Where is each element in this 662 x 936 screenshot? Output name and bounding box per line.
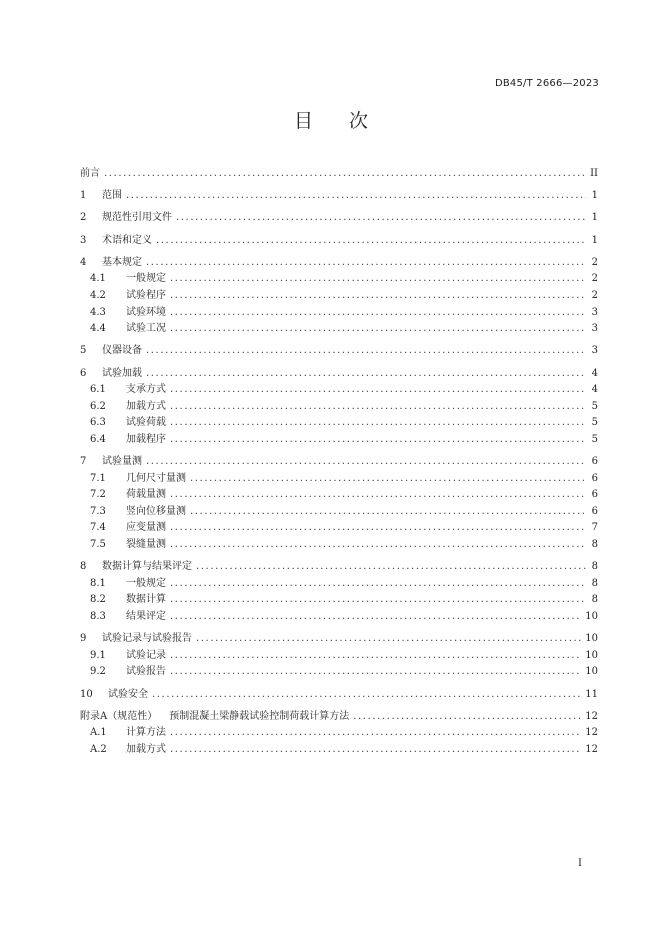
toc-leader-dots [146, 343, 586, 360]
toc-entry-page: 1 [591, 212, 598, 224]
toc-entry-page: 7 [591, 522, 598, 534]
toc-entry-label: 规范性引用文件 [102, 212, 172, 224]
toc-entry-page: 6 [591, 505, 598, 517]
toc-entry-page: 5 [591, 433, 598, 445]
page-title [0, 106, 662, 133]
toc-entry-label: 试验记录 [126, 649, 166, 661]
toc-entry[interactable] [80, 415, 598, 432]
toc-leader-dots [170, 432, 586, 449]
toc-entry-number: 3 [80, 234, 87, 246]
toc-entry-label: 试验环境 [126, 306, 166, 318]
toc-entry[interactable] [80, 537, 598, 554]
toc-entry-label: 数据计算 [126, 594, 166, 606]
toc-entry[interactable] [80, 687, 598, 704]
toc-entry[interactable] [80, 631, 598, 648]
toc-entry-number: 9 [80, 633, 87, 645]
toc-entry-page: II [590, 168, 598, 179]
toc-entry-number: 6.2 [90, 400, 106, 412]
toc-entry[interactable] [80, 609, 598, 626]
toc-leader-dots [170, 399, 586, 416]
toc-entry-number: 8 [80, 561, 87, 573]
toc-entry[interactable] [80, 210, 598, 227]
toc-entry-label: 加载程序 [126, 433, 166, 445]
toc-entry[interactable] [80, 709, 598, 726]
toc-entry-label: 仪器设备 [102, 345, 142, 357]
toc-entry-label: 应变量测 [126, 522, 166, 534]
toc-entry-page: 6 [591, 472, 598, 484]
toc-entry-label: 数据计算与结果评定 [102, 561, 192, 573]
toc-leader-dots [190, 471, 586, 488]
toc-entry-page: 5 [591, 400, 598, 412]
toc-entry-page: 4 [591, 384, 598, 396]
toc-entry-number: 9.2 [90, 666, 106, 678]
toc-entry-label: 前言 [80, 168, 100, 179]
toc-leader-dots [156, 233, 586, 250]
toc-entry-page: 5 [591, 417, 598, 429]
toc-entry[interactable] [80, 592, 598, 609]
toc-leader-dots [170, 487, 586, 504]
toc-entry-page: 12 [585, 743, 598, 755]
toc-entry[interactable] [80, 559, 598, 576]
toc-entry-page: 3 [591, 345, 598, 357]
toc-leader-dots [353, 709, 581, 726]
toc-entry-label: 试验记录与试验报告 [102, 633, 192, 645]
toc-entry-number: 7.5 [90, 539, 106, 551]
toc-entry-label: 计算方法 [126, 727, 166, 739]
toc-entry-label: 一般规定 [126, 577, 166, 589]
toc-entry-page: 10 [585, 666, 598, 678]
toc-entry-page: 2 [591, 289, 598, 301]
toc-leader-dots [146, 366, 586, 383]
toc-leader-dots [104, 166, 586, 183]
toc-entry-number: 6 [80, 367, 87, 379]
toc-entry[interactable] [80, 321, 598, 338]
toc-entry[interactable] [80, 382, 598, 399]
toc-entry-number: 附录A（规范性） [80, 710, 158, 722]
page-number: I [578, 858, 582, 869]
toc-entry-page: 10 [585, 611, 598, 622]
toc-entry-page: 3 [591, 306, 598, 318]
toc-entry-label: 裂缝量测 [126, 539, 166, 551]
toc-leader-dots [170, 321, 586, 338]
toc-entry-page: 4 [591, 367, 598, 379]
toc-entry-label: 范围 [102, 190, 122, 202]
toc-leader-dots [170, 537, 586, 554]
toc-entry-label: 几何尺寸量测 [126, 472, 186, 484]
toc-leader-dots [170, 592, 586, 609]
toc-entry-label: 试验工况 [126, 323, 166, 335]
toc-leader-dots [170, 288, 586, 305]
toc-entry-number: 4.3 [90, 306, 106, 318]
toc-entry-number: 7.2 [90, 489, 106, 501]
toc-leader-dots [170, 609, 581, 626]
toc-entry-page: 2 [591, 273, 598, 285]
toc-entry-number: 2 [80, 212, 87, 224]
toc-entry-label: 预制混凝土梁静载试验控制荷载计算方法 [169, 710, 350, 722]
toc-entry-number: 6.4 [90, 433, 106, 445]
toc-entry-number: 7.3 [90, 505, 106, 517]
toc-entry-number: 4.2 [90, 289, 106, 301]
toc-entry-page: 1 [591, 234, 598, 246]
toc-entry-label: 试验安全 [108, 688, 148, 700]
toc-entry-page: 11 [585, 688, 598, 700]
toc-leader-dots [146, 454, 586, 471]
toc-leader-dots [170, 742, 581, 759]
toc-entry[interactable] [80, 271, 598, 288]
toc-entry[interactable] [80, 255, 598, 272]
toc-entry-number: A.1 [90, 727, 107, 739]
toc-entry[interactable] [80, 399, 598, 416]
toc-entry-page: 8 [591, 561, 598, 573]
page-title-left: 目 [293, 110, 313, 132]
toc-entry-label: 一般规定 [126, 273, 166, 285]
toc-entry[interactable] [80, 487, 598, 504]
toc-entry[interactable] [80, 432, 598, 449]
toc-entry[interactable] [80, 305, 598, 322]
toc-entry-page: 10 [585, 649, 598, 661]
toc-leader-dots [190, 504, 586, 521]
toc-leader-dots [170, 382, 586, 399]
toc-entry[interactable] [80, 648, 598, 665]
toc-entry-number: 7.4 [90, 522, 106, 534]
toc-entry-page: 12 [585, 727, 598, 739]
toc-entry-label: 加载方式 [126, 743, 166, 755]
toc-entry-page: 8 [591, 539, 598, 551]
toc-entry-label: 结果评定 [126, 611, 166, 622]
toc-entry-number: 6.1 [90, 384, 106, 396]
toc-leader-dots [170, 305, 586, 322]
toc-entry-page: 6 [591, 489, 598, 501]
toc-entry-label: 荷载量测 [126, 489, 166, 501]
toc-leader-dots [176, 210, 586, 227]
toc-leader-dots [170, 664, 581, 681]
toc-leader-dots [170, 415, 586, 432]
toc-entry[interactable] [80, 664, 598, 681]
toc-entry[interactable] [80, 520, 598, 537]
toc-entry-number: 4 [80, 256, 87, 268]
toc-entry-number: 9.1 [90, 649, 106, 661]
toc-entry[interactable] [80, 576, 598, 593]
toc-entry-number: A.2 [90, 743, 107, 755]
toc-entry-page: 3 [591, 323, 598, 335]
toc-entry-number: 4.4 [90, 323, 106, 335]
toc-entry[interactable] [80, 343, 598, 360]
toc-leader-dots [196, 631, 581, 648]
toc-entry-page: 10 [585, 633, 598, 645]
toc-entry-page: 2 [591, 256, 598, 268]
toc-entry[interactable] [80, 742, 598, 759]
toc-entry[interactable] [80, 288, 598, 305]
toc-entry-label: 术语和定义 [102, 234, 152, 246]
toc-entry-number: 5 [80, 345, 87, 357]
toc-leader-dots [152, 687, 581, 704]
toc-entry-label: 支承方式 [126, 384, 166, 396]
toc-leader-dots [170, 648, 581, 665]
toc-leader-dots [170, 271, 586, 288]
toc-leader-dots [126, 188, 586, 205]
toc-leader-dots [170, 576, 586, 593]
toc-leader-dots [146, 255, 586, 272]
toc-entry-number: 1 [80, 190, 87, 202]
toc-entry-page: 8 [591, 577, 598, 589]
toc-entry-page: 1 [591, 190, 598, 202]
toc-entry-label: 加载方式 [126, 400, 166, 412]
document-code: DB45/T 2666—2023 [494, 78, 599, 89]
toc-entry[interactable] [80, 725, 598, 742]
toc-entry[interactable] [80, 471, 598, 488]
toc-leader-dots [170, 520, 586, 537]
toc-entry-label: 试验报告 [126, 666, 166, 678]
toc-entry-number: 10 [80, 688, 93, 700]
toc-entry-number: 7 [80, 456, 87, 468]
toc-entry[interactable] [80, 366, 598, 383]
toc-entry-page: 8 [591, 594, 598, 606]
toc-entry-number: 7.1 [90, 472, 106, 484]
toc-entry-label: 试验量测 [102, 456, 142, 468]
toc-entry-label: 试验荷载 [126, 417, 166, 429]
toc-entry-page: 12 [585, 710, 598, 722]
toc-entry[interactable] [80, 233, 598, 250]
toc-entry-label: 试验程序 [126, 289, 166, 301]
toc-entry-number: 8.1 [90, 577, 106, 589]
toc-entry[interactable] [80, 454, 598, 471]
page-title-right: 次 [349, 110, 369, 132]
toc-leader-dots [170, 725, 581, 742]
toc-entry-page: 6 [591, 456, 598, 468]
toc-entry[interactable] [80, 504, 598, 521]
toc-entry-label: 试验加载 [102, 367, 142, 379]
toc-entry-label: 竖向位移量测 [126, 505, 186, 517]
toc-entry-number: 4.1 [90, 273, 106, 285]
toc-entry-number: 8.2 [90, 594, 106, 606]
toc-entry-label: 基本规定 [102, 256, 142, 268]
toc-entry[interactable] [80, 188, 598, 205]
toc-leader-dots [196, 559, 586, 576]
toc-entry-number: 8.3 [90, 611, 106, 622]
table-of-contents [80, 166, 598, 759]
toc-entry-number: 6.3 [90, 417, 106, 429]
toc-entry[interactable] [80, 166, 598, 183]
